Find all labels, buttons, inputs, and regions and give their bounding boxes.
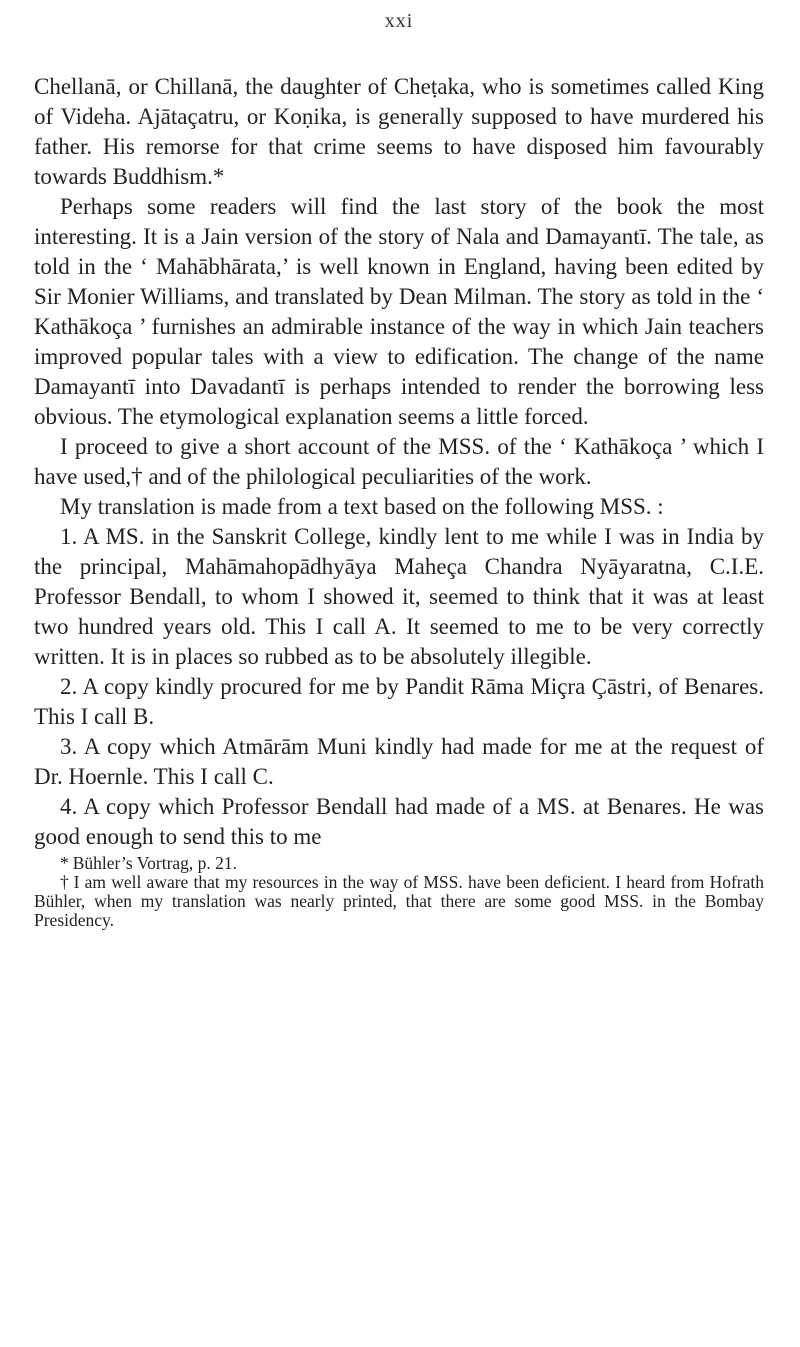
page-number: xxi <box>384 10 414 32</box>
footnote-text-1: Bühler’s Vortrag, p. 21. <box>72 853 238 873</box>
paragraph-translation-source: My translation is made from a text based on the following MSS. : <box>60 494 664 519</box>
footnote-mark-1: * <box>60 853 69 873</box>
paragraph-chellana: Chellanā, or Chillanā, the daughter of Cheṭaka, who is sometimes called King of Videha. Ajātaçatru, or Koṇika, is generally supposed to have murdered his father. His remorse for that crime seems to have disposed him favourably towards Buddhism.* <box>34 74 764 189</box>
paragraph-ms-a: 1. A MS. in the Sanskrit College, kindly lent to me while I was in India by the principal, Mahāmahopādhyāya Maheça Chandra Nyāyaratna, C.I.E. Professor Bendall, to whom I showed it, seemed to think that it was at least two hundred years old. This I call A. It seemed to me to be very correctly written. It is in places so rubbed as to be absolutely illegible. <box>34 524 764 669</box>
paragraph-nala-damayanti: Perhaps some readers will find the last story of the book the most interesting. It is a Jain version of the story of Nala and Damayantī. The tale, as told in the ‘ Mahābhārata,’ is well known in England, having been edited by Sir Monier Williams, and translated by Dean Milman. The story as told in the ‘ Kathākoça ’ furnishes an admirable instance of the way in which Jain teachers improved popular tales with a view to edification. The change of the name Damayantī into Davadantī is perhaps intended to render the borrowing less obvious. The etymological explanation seems a little forced. <box>34 194 764 429</box>
body-text <box>34 72 764 852</box>
footnote-1 <box>34 854 764 873</box>
footnote-mark-2: † <box>60 872 70 892</box>
paragraph-mss-account: I proceed to give a short account of the MSS. of the ‘ Kathākoça ’ which I have used,† and of the philological peculiarities of the work. <box>34 434 764 489</box>
paragraph-ms-c: 3. A copy which Atmārām Muni kindly had made for me at the request of Dr. Hoernle. This I call C. <box>34 734 764 789</box>
book-page <box>34 0 764 930</box>
footnote-2 <box>34 873 764 930</box>
footnote-text-2: I am well aware that my resources in the way of MSS. have been deficient. I heard from Hofrath Bühler, when my translation was nearly printed, that there are some good MSS. in the Bombay Presidency. <box>34 872 765 930</box>
footnotes <box>34 854 764 930</box>
paragraph-ms-b: 2. A copy kindly procured for me by Pandit Rāma Miçra Çāstri, of Benares. This I call B. <box>34 674 764 729</box>
paragraph-ms-d: 4. A copy which Professor Bendall had made of a MS. at Benares. He was good enough to send this to me <box>34 794 764 849</box>
